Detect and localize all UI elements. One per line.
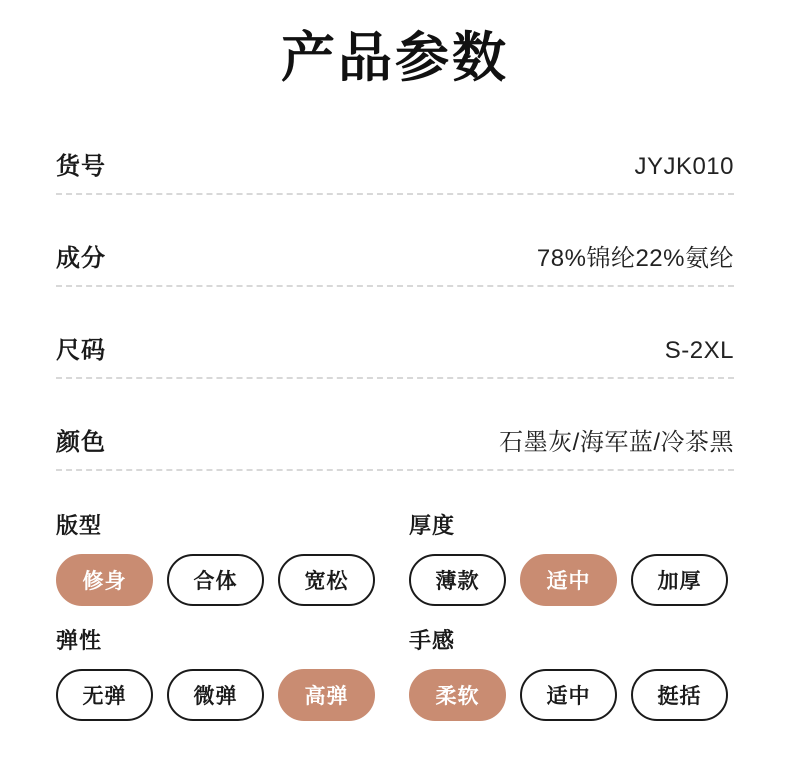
chip-row-thickness [409, 554, 734, 606]
chip-handfeel-soft[interactable]: 柔软 [409, 669, 506, 721]
chip-fit-loose[interactable]: 宽松 [278, 554, 375, 606]
attribute-title-handfeel: 手感 [409, 627, 456, 653]
chip-row-handfeel [409, 669, 734, 721]
attribute-block-thickness [409, 497, 734, 606]
spec-value-color: 石墨灰/海军蓝/冷茶黑 [499, 428, 734, 456]
attribute-block-handfeel [409, 612, 734, 721]
chip-elasticity-slight[interactable]: 微弹 [167, 669, 264, 721]
attribute-block-fit [56, 497, 381, 606]
spec-list [56, 129, 734, 471]
chip-thickness-thin[interactable]: 薄款 [409, 554, 506, 606]
attribute-grid [56, 497, 734, 721]
spec-label-composition: 成分 [56, 244, 106, 272]
chip-handfeel-crisp[interactable]: 挺括 [631, 669, 728, 721]
spec-label-item-code: 货号 [56, 152, 106, 180]
spec-row [56, 221, 734, 287]
chip-row-fit [56, 554, 381, 606]
spec-label-color: 颜色 [56, 428, 106, 456]
chip-thickness-medium[interactable]: 适中 [520, 554, 617, 606]
chip-thickness-thick[interactable]: 加厚 [631, 554, 728, 606]
chip-elasticity-none[interactable]: 无弹 [56, 669, 153, 721]
page-title: 产品参数 [281, 28, 509, 88]
spec-value-composition: 78%锦纶22%氨纶 [536, 244, 734, 272]
attribute-title-thickness: 厚度 [409, 512, 456, 538]
chip-fit-slim[interactable]: 修身 [56, 554, 153, 606]
chip-fit-regular[interactable]: 合体 [167, 554, 264, 606]
spec-row [56, 313, 734, 379]
spec-value-item-code: JYJK010 [634, 152, 734, 180]
spec-row [56, 129, 734, 195]
spec-row [56, 405, 734, 471]
chip-row-elasticity [56, 669, 381, 721]
attribute-title-fit: 版型 [56, 512, 103, 538]
attribute-block-elasticity [56, 612, 381, 721]
spec-label-size: 尺码 [56, 336, 106, 364]
spec-value-size: S-2XL [664, 336, 734, 364]
chip-handfeel-medium[interactable]: 适中 [520, 669, 617, 721]
chip-elasticity-high[interactable]: 高弹 [278, 669, 375, 721]
attribute-title-elasticity: 弹性 [56, 627, 103, 653]
